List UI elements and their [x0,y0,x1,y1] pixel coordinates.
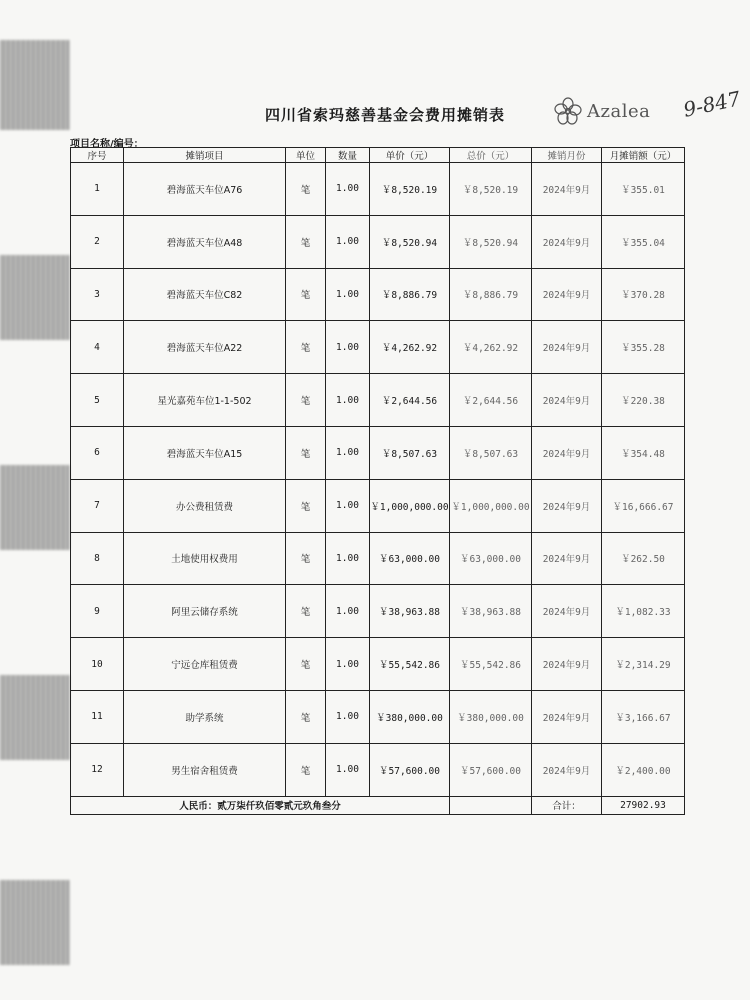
cell-monthly: ￥2,314.29 [602,638,685,691]
cell-monthly: ￥2,400.00 [602,743,685,796]
cell-monthly: ￥370.28 [602,268,685,321]
table-row [71,532,685,585]
cell-qty: 1.00 [326,268,370,321]
cell-unit: 笔 [286,321,326,374]
cell-monthly: ￥3,166.67 [602,690,685,743]
logo-text: Azalea [587,100,651,122]
cell-item: 办公费租赁费 [124,479,286,532]
header-price: 单价（元） [370,148,450,163]
cell-total: ￥8,520.19 [450,163,532,216]
cell-month: 2024年9月 [532,532,602,585]
cell-unit: 笔 [286,532,326,585]
header-monthly: 月摊销额（元） [602,148,685,163]
cell-total: ￥1,000,000.00 [450,479,532,532]
cell-price: ￥63,000.00 [370,532,450,585]
cell-item: 助学系统 [124,690,286,743]
cell-total: ￥8,520.94 [450,215,532,268]
azalea-flower-icon [553,96,583,126]
cell-total: ￥8,507.63 [450,426,532,479]
table-row [71,426,685,479]
cell-total: ￥38,963.88 [450,585,532,638]
cell-price: ￥8,520.19 [370,163,450,216]
cell-unit: 笔 [286,268,326,321]
cell-month: 2024年9月 [532,690,602,743]
cell-total: ￥2,644.56 [450,374,532,427]
cell-item: 碧海蓝天车位A15 [124,426,286,479]
header-total: 总价（元） [450,148,532,163]
table-row [71,743,685,796]
cell-no: 8 [71,532,124,585]
cell-unit: 笔 [286,479,326,532]
cell-unit: 笔 [286,743,326,796]
cell-total: ￥55,542.86 [450,638,532,691]
cell-price: ￥8,886.79 [370,268,450,321]
cell-no: 5 [71,374,124,427]
cell-unit: 笔 [286,215,326,268]
cell-item: 阿里云储存系统 [124,585,286,638]
blank-cell [450,796,532,814]
table-row [71,215,685,268]
table-row [71,374,685,427]
header-item: 摊销项目 [124,148,286,163]
cell-monthly: ￥16,666.67 [602,479,685,532]
cell-total: ￥57,600.00 [450,743,532,796]
cell-price: ￥55,542.86 [370,638,450,691]
cell-item: 碧海蓝天车位C82 [124,268,286,321]
table-row [71,163,685,216]
total-value: 27902.93 [602,796,685,814]
cell-qty: 1.00 [326,321,370,374]
cell-total: ￥63,000.00 [450,532,532,585]
cell-item: 星光嘉苑车位1-1-502 [124,374,286,427]
cell-qty: 1.00 [326,374,370,427]
cell-total: ￥8,886.79 [450,268,532,321]
cell-monthly: ￥220.38 [602,374,685,427]
cell-monthly: ￥355.04 [602,215,685,268]
cell-unit: 笔 [286,426,326,479]
azalea-logo [553,96,650,126]
cell-no: 3 [71,268,124,321]
header-qty: 数量 [326,148,370,163]
cell-month: 2024年9月 [532,163,602,216]
cell-no: 12 [71,743,124,796]
amortization-table [70,147,685,815]
scan-artifact-top [0,40,70,130]
cell-item: 碧海蓝天车位A22 [124,321,286,374]
cell-month: 2024年9月 [532,215,602,268]
cell-qty: 1.00 [326,638,370,691]
cell-qty: 1.00 [326,743,370,796]
cell-no: 2 [71,215,124,268]
scan-artifact-3 [0,465,70,550]
scan-artifact-4 [0,675,70,760]
cell-monthly: ￥1,082.33 [602,585,685,638]
cell-qty: 1.00 [326,532,370,585]
cell-month: 2024年9月 [532,268,602,321]
cell-unit: 笔 [286,163,326,216]
cell-month: 2024年9月 [532,479,602,532]
cell-total: ￥4,262.92 [450,321,532,374]
cell-no: 6 [71,426,124,479]
cell-month: 2024年9月 [532,743,602,796]
cell-price: ￥8,520.94 [370,215,450,268]
cell-unit: 笔 [286,374,326,427]
cell-price: ￥1,000,000.00 [370,479,450,532]
cell-unit: 笔 [286,585,326,638]
cell-price: ￥57,600.00 [370,743,450,796]
table-header-row [71,148,685,163]
cell-unit: 笔 [286,638,326,691]
cell-unit: 笔 [286,690,326,743]
cell-item: 男生宿舍租赁费 [124,743,286,796]
cell-month: 2024年9月 [532,374,602,427]
table-row [71,638,685,691]
cell-month: 2024年9月 [532,426,602,479]
handwritten-note: 9-847 [681,86,743,122]
rmb-amount-in-words: 人民币：贰万柒仟玖佰零贰元玖角叁分 [71,796,450,814]
cell-qty: 1.00 [326,585,370,638]
table-row [71,479,685,532]
cell-qty: 1.00 [326,479,370,532]
cell-no: 11 [71,690,124,743]
cell-item: 碧海蓝天车位A76 [124,163,286,216]
cell-no: 1 [71,163,124,216]
cell-price: ￥38,963.88 [370,585,450,638]
cell-qty: 1.00 [326,690,370,743]
scan-artifact-bottom [0,880,70,965]
page-title: 四川省索玛慈善基金会费用摊销表 [265,106,506,124]
header-unit: 单位 [286,148,326,163]
header-month: 摊销月份 [532,148,602,163]
table-total-row [71,796,685,814]
cell-total: ￥380,000.00 [450,690,532,743]
cell-item: 土地使用权费用 [124,532,286,585]
cell-item: 宁远仓库租赁费 [124,638,286,691]
cell-month: 2024年9月 [532,585,602,638]
cell-monthly: ￥262.50 [602,532,685,585]
cell-no: 10 [71,638,124,691]
cell-qty: 1.00 [326,215,370,268]
cell-month: 2024年9月 [532,321,602,374]
cell-qty: 1.00 [326,163,370,216]
table-row [71,585,685,638]
cell-monthly: ￥354.48 [602,426,685,479]
cell-price: ￥4,262.92 [370,321,450,374]
cell-monthly: ￥355.28 [602,321,685,374]
header-no: 序号 [71,148,124,163]
cell-price: ￥380,000.00 [370,690,450,743]
table-row [71,690,685,743]
cell-no: 9 [71,585,124,638]
cell-no: 4 [71,321,124,374]
cell-month: 2024年9月 [532,638,602,691]
cell-no: 7 [71,479,124,532]
project-label: 项目名称/编号： [70,139,144,150]
cell-monthly: ￥355.01 [602,163,685,216]
cell-price: ￥8,507.63 [370,426,450,479]
total-label: 合计： [532,796,602,814]
scan-artifact-2 [0,255,70,340]
cell-qty: 1.00 [326,426,370,479]
cell-item: 碧海蓝天车位A48 [124,215,286,268]
table-row [71,321,685,374]
table-row [71,268,685,321]
cell-price: ￥2,644.56 [370,374,450,427]
